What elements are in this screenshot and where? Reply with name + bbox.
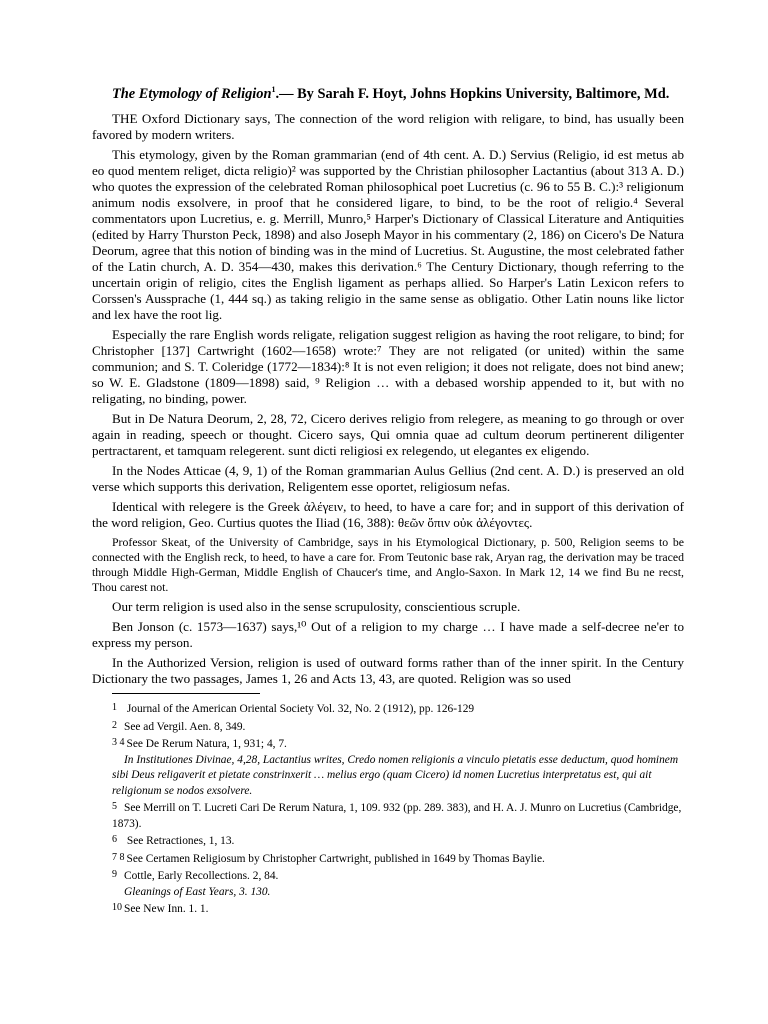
footnote-number: 3 4 [112,737,125,748]
footnote-number: 9 [112,869,117,880]
footnote-text: See De Rerum Natura, 1, 931; 4, 7. [126,738,287,750]
footnote-1 [92,700,684,718]
footnote-9 [92,867,684,885]
footnote-number: 7 8 [112,851,125,863]
footnote-number: 6 [112,834,117,845]
footnote-6 [92,832,684,850]
paragraph-10: In the Authorized Version, religion is used of outward forms rather than of the inner spirit. In the Century Dictionary the two passages, James 1, 26 and Acts 13, 43, are quoted. Religion was so used [92,655,684,686]
footnote-text: In Institutiones Divinae, 4,28, Lactantius writes, Credo nomen religionis a vinculo pietatis esse deductum, quod hominem sibi Deus religaverit et pietate constrinxerit … melius ergo (quam Cicero) id nomen Lucretius interpretatus est, qui ait religionum se nodos exsolvere. [112,753,679,797]
footnote-text: See Merrill on T. Lucreti Cari De Rerum Natura, 1, 109. 932 (pp. 289. 383), and H. A. J. Munro on Lucretius (Cambridge, 1873). [112,802,682,830]
paragraph-7: Professor Skeat, of the University of Cambridge, says in his Etymological Dictionary, p. 500, Religion seems to be connected with the English reck, to heed, to have a care for. From Teutonic base rak, Aryan rag, the derivation may be traced through Middle High-German, Middle English of Chaucer's time, and Anglo-Saxon. In Mark 12, 14 we find Bu ne recst, Thou carest not. [92,535,684,594]
footnote-number: 1 [112,702,117,713]
footnote-5 [92,799,684,832]
footnote-number: 2 [112,719,117,731]
article-title [112,86,684,103]
title-italic: The Etymology of Religion [112,86,272,102]
paragraph-3: Especially the rare English words religate, religation suggest religion as having the root religare, to bind; for Christopher [137] Cartwright (1602—1658) wrote:⁷ They are not religated (or united) within the same communion; and S. T. Coleridge (1772—1834):⁸ It is not even religion; it does not religate, does not bind anew; so W. E. Gladstone (1809—1898) said, ⁹ Religion … with a debased worship appended to it, but with no religating, no binding, power. [92,327,684,406]
footnote-number: 10 [112,902,122,913]
paragraph-8: Our term religion is used also in the sense scrupulosity, conscientious scruple. [112,599,521,614]
footnotes [92,700,684,918]
footnote-3-4 [92,735,684,753]
footnote-text: See ad Vergil. Aen. 8, 349. [124,720,246,733]
paragraph-2: This etymology, given by the Roman grammarian (end of 4th cent. A. D.) Servius (Religio, id est metus ab eo quod mentem religet, dicta religio)² was supported by the Christian philosopher Lactantius (about 313 A. D.) who quotes the expression of the celebrated Roman philosophical poet Lucretius (c. 96 to 55 B. C.):³ religionum animum nodis exsolvere, in proof that he considered ligare, to bind, to be the root of religio.⁴ Several commentators upon Lucretius, e. g. Merrill, Munro,⁵ Harper's Dictionary of Classical Literature and Antiquities (edited by Harry Thurston Peck, 1898) and also Joseph Mayor in his commentary (2, 186) on Cicero's De Natura Deorum, agree that this notion of binding was in the mind of Lucretius. St. Augustine, the most celebrated father of the Latin church, A. D. 354—430, makes this derivation.⁶ The Century Dictionary, though referring to the uncertain origin of religio, cites the English ligament as perhaps allied. So Harper's Latin Lexicon refers to Corssen's Aussprache (1, 444 sq.) as taking religio in the same sense as obligatio. Other Latin nouns like lictor and lex have the root lig. [92,147,684,322]
paragraph-5: In the Nodes Atticae (4, 9, 1) of the Roman grammarian Aulus Gellius (2nd cent. A. D.) is preserved an old verse which supports this derivation, Religentem esse oportet, religiosum nefas. [92,463,684,494]
footnote-10 [92,900,684,918]
paragraph-6: Identical with relegere is the Greek ἀλέγειν, to heed, to have a care for; and in support of this derivation of the word religion, Geo. Curtius quotes the Iliad (16, 388): θεῶν ὄπιν οὐκ ἀλέγοντες. [92,499,684,530]
footnote-7-8 [92,850,684,868]
title-author: .— By Sarah F. Hoyt, Johns Hopkins University, Baltimore, Md. [275,86,670,102]
footnote-text: See Retractiones, 1, 13. [126,835,235,847]
paragraph-1: THE Oxford Dictionary says, The connection of the word religion with religare, to bind, has usually been favored by modern writers. [92,111,684,142]
page-content [92,86,684,918]
footnote-divider [112,693,260,694]
footnote-text: Cottle, Early Recollections. 2, 84. [124,870,279,882]
footnote-text: See New Inn. 1. 1. [124,903,209,915]
title-footnote-ref: 1 [271,85,276,95]
footnote-text: Gleanings of East Years, 3. 130. [124,885,271,898]
footnote-text: Journal of the American Oriental Society Vol. 32, No. 2 (1912), pp. 126-129 [126,703,475,715]
footnote-9-continued [92,885,684,901]
footnote-4-continued [92,753,684,800]
paragraph-9: Ben Jonson (c. 1573—1637) says,¹⁰ Out of a religion to my charge … I have made a self-decree ne'er to express my person. [92,619,684,650]
paragraph-4: But in De Natura Deorum, 2, 28, 72, Cicero derives religio from relegere, as meaning to go through or over again in reading, speech or thought. Cicero says, Qui omnia quae ad cultum deorum pertinerent diligenter pertractarent, et tamquam relegerent. sunt dicti religiosi ex relegendo, ut elegantes ex eligendo. [92,411,684,458]
footnote-2 [92,718,684,736]
footnote-number: 5 [112,801,117,812]
footnote-text: See Certamen Religiosum by Christopher Cartwright, published in 1649 by Thomas Baylie. [126,852,545,865]
